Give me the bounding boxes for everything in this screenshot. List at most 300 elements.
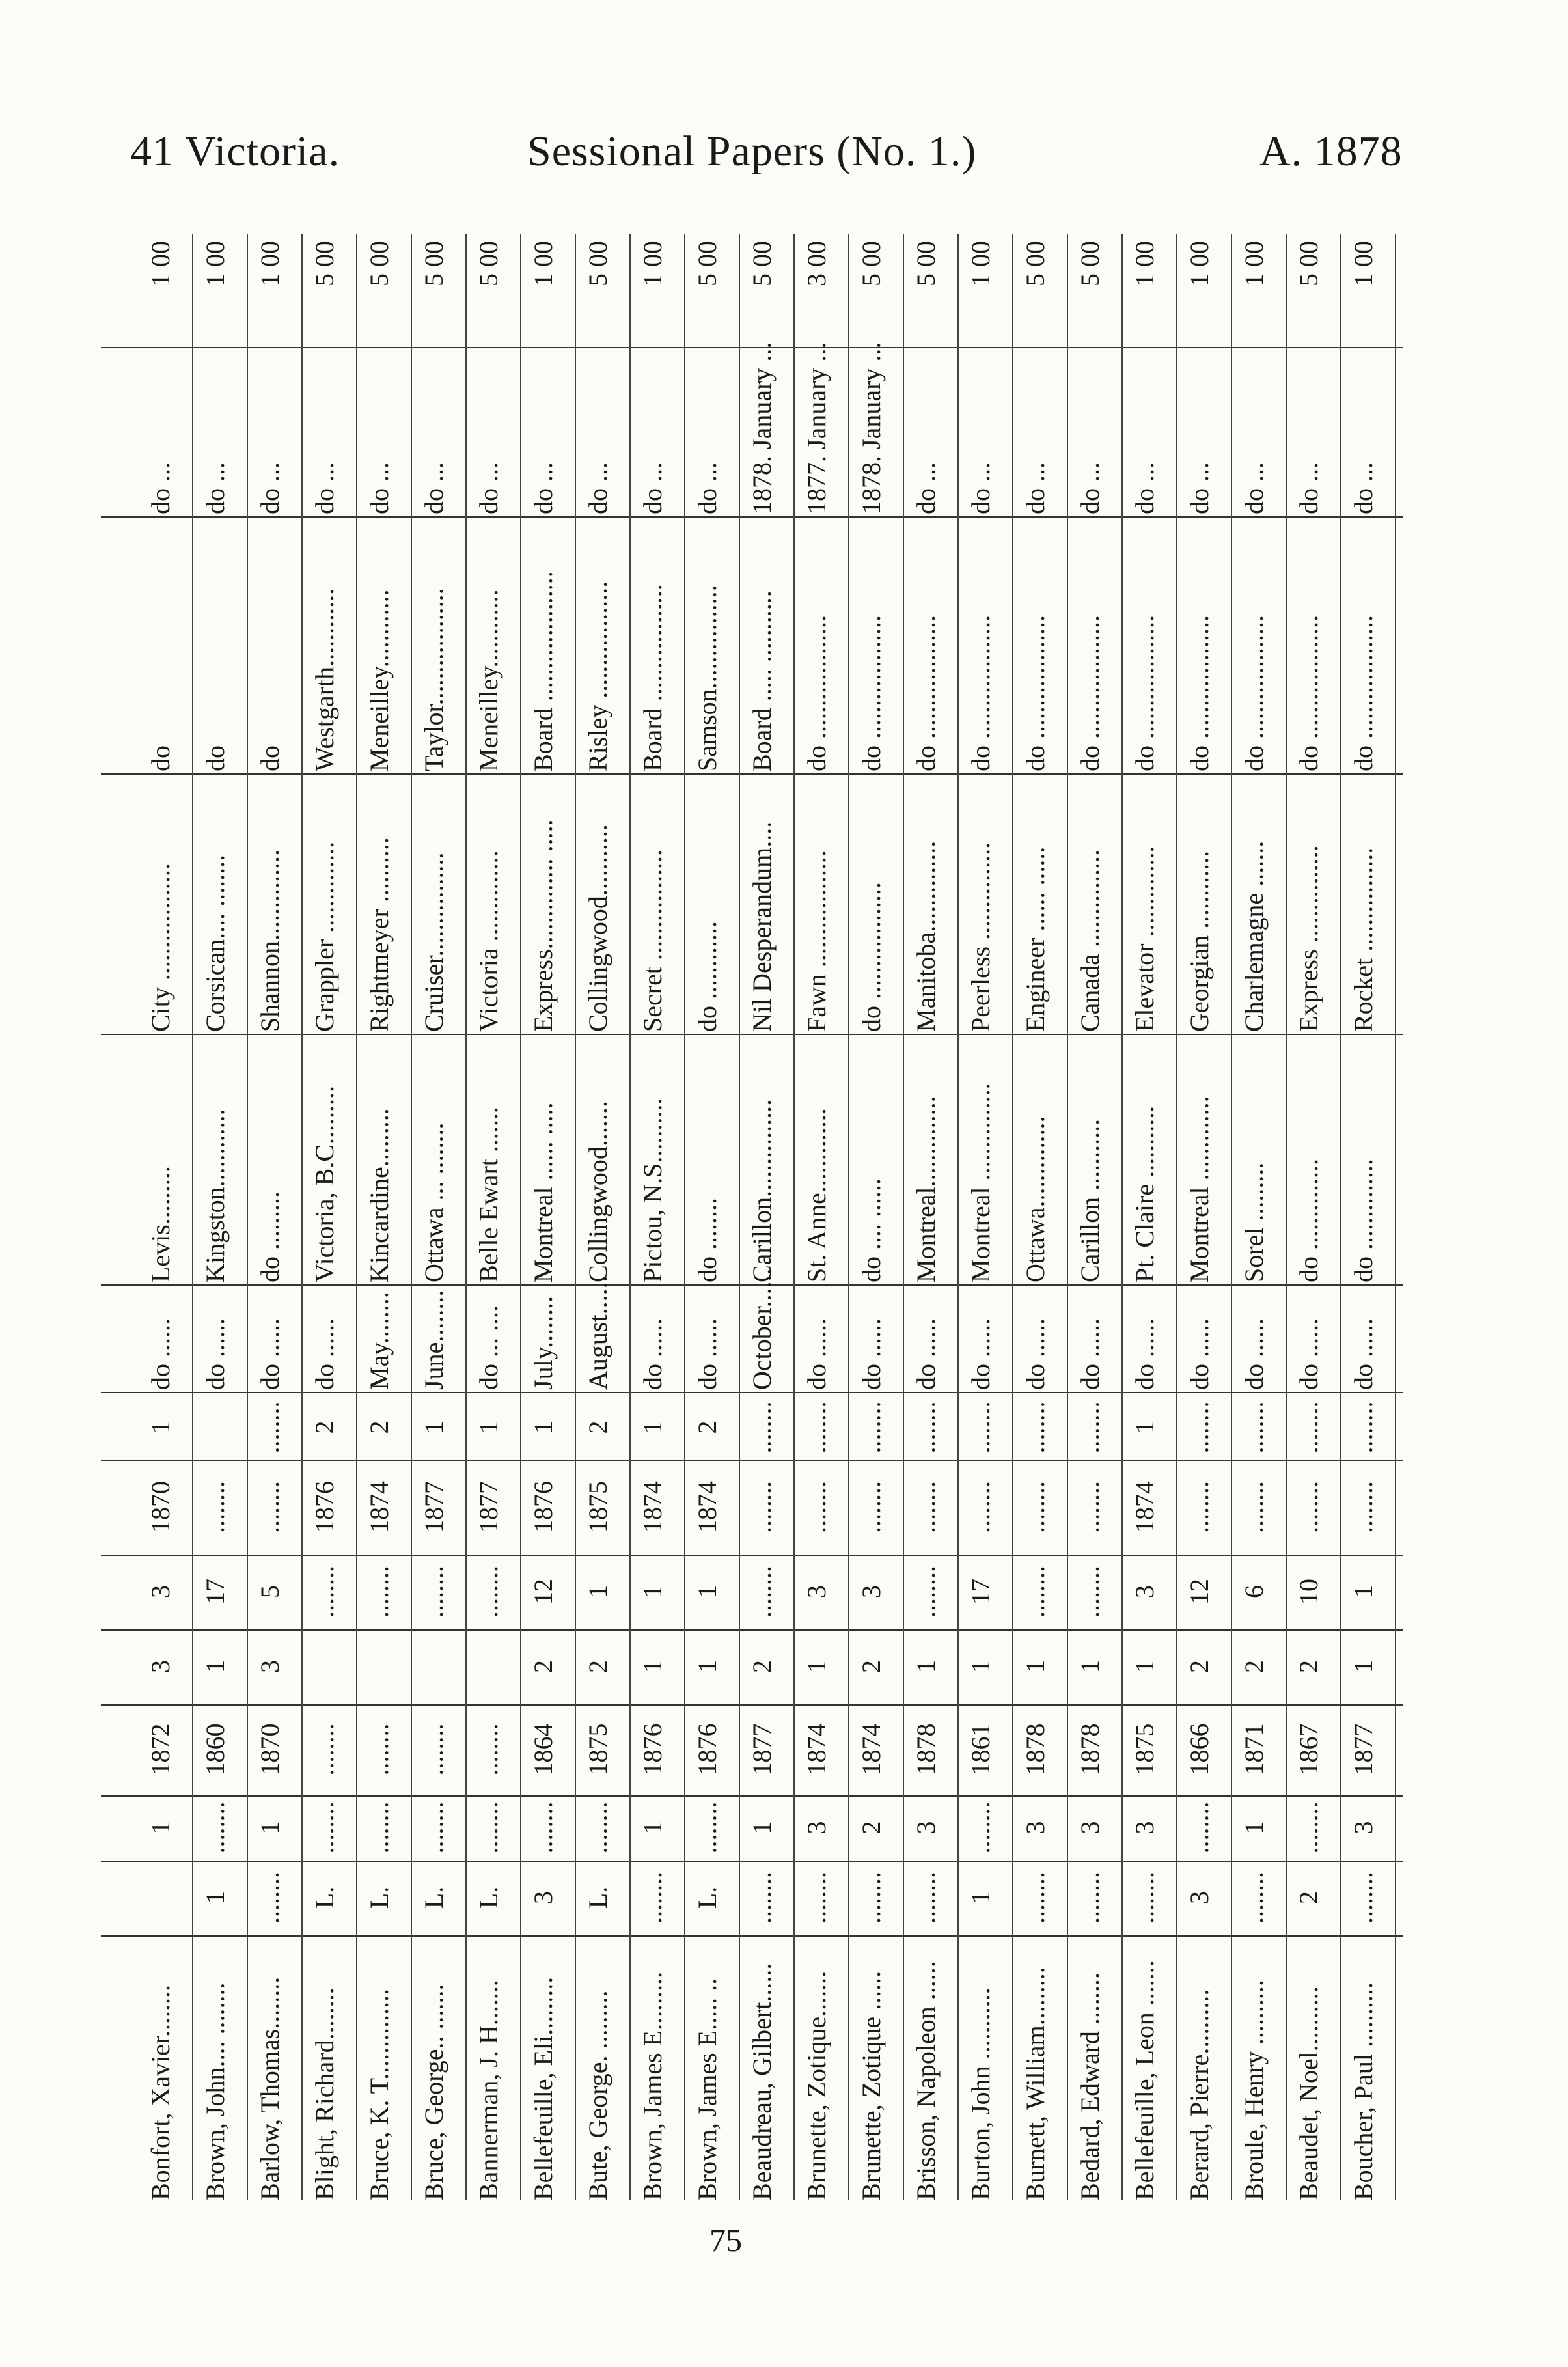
count-c-col: ........ (1075, 1401, 1105, 1454)
owner-col: do ................... (1185, 615, 1214, 771)
month-col: do ... .... (474, 1305, 503, 1390)
year-col: 1876 (693, 1723, 722, 1776)
count-c-col: 1 (529, 1420, 558, 1434)
owner-col: do ................... (1294, 615, 1323, 771)
holder-name: Bellefeuille, Leon ....... (1130, 1960, 1159, 2200)
month-col: August...... (583, 1275, 612, 1390)
count-c-col: ........ (802, 1401, 831, 1454)
owner-col: do ................... (1239, 615, 1269, 771)
table-row (960, 234, 1012, 2200)
count-b-col: ........ (419, 1566, 448, 1618)
owner-col: do (255, 745, 284, 771)
holder-name: Burton, John ........... (966, 1987, 995, 2200)
year-b-col: ........ (200, 1481, 230, 1533)
place-col: Ottawa ... ........ (419, 1122, 448, 1282)
vessel-col: Cruiser................ (419, 852, 448, 1032)
month-col: do ...... (966, 1318, 995, 1390)
grade-col: ........ (1294, 1801, 1323, 1854)
month-col: July........ (529, 1295, 558, 1390)
year-col: 1874 (857, 1723, 886, 1776)
count-a-col: 2 (583, 1660, 612, 1673)
month-col: do ...... (1075, 1318, 1105, 1390)
place-col: Ottawa.............. (1021, 1116, 1050, 1282)
date-col: 1878. January ... (747, 342, 777, 514)
count-b-col: 3 (802, 1585, 831, 1598)
place-col: Victoria, B.C......... (310, 1085, 339, 1282)
year-col: ........ (419, 1723, 448, 1776)
place-col: Belle Ewart ....... (474, 1107, 503, 1282)
place-col: Carillon............... (747, 1099, 777, 1282)
year-col: 1860 (200, 1723, 230, 1776)
table-row (413, 234, 465, 2200)
holder-name: Bannerman, J. H....... (474, 1980, 503, 2200)
month-col: do ...... (255, 1318, 284, 1390)
vessel-col: Georgian ............ (1185, 850, 1214, 1032)
date-col: do ... (1130, 462, 1159, 514)
count-c-col: ........ (1021, 1401, 1050, 1454)
class-col: 1 (200, 1891, 230, 1904)
class-col: ........ (1349, 1872, 1378, 1924)
year-b-col: 1874 (638, 1481, 667, 1533)
vessel-col: do ............ (693, 921, 722, 1032)
year-col: 1874 (802, 1723, 831, 1776)
amount-col: 5 00 (747, 241, 777, 286)
owner-col: do ................... (911, 615, 941, 771)
count-b-col: 1 (1349, 1585, 1378, 1598)
year-col: 1864 (529, 1723, 558, 1776)
count-a-col: 1 (911, 1660, 941, 1673)
class-col: ........ (911, 1872, 941, 1924)
vessel-col: do .................. (857, 882, 886, 1032)
vessel-col: Manitoba.............. (911, 840, 941, 1032)
class-col: ........ (1021, 1872, 1050, 1924)
count-a-col: 1 (1349, 1660, 1378, 1673)
place-col: Pt. Claire ........... (1130, 1105, 1159, 1282)
year-col: 1866 (1185, 1723, 1214, 1776)
place-col: do .... ...... (857, 1178, 886, 1282)
vessel-col: Collingwood........... (583, 824, 612, 1032)
year-col: 1871 (1239, 1723, 1269, 1776)
amount-col: 1 00 (1239, 241, 1269, 286)
holder-name: Beaudet, Noel.......... (1294, 1986, 1323, 2200)
count-b-col: 17 (966, 1579, 995, 1605)
class-col: ........ (255, 1872, 284, 1924)
amount-col: 1 00 (1185, 241, 1214, 286)
date-col: do ... (146, 462, 175, 514)
date-col: do ... (1185, 462, 1214, 514)
month-col: do ...... (857, 1318, 886, 1390)
year-col: 1875 (583, 1723, 612, 1776)
count-b-col: ........ (747, 1566, 777, 1618)
holder-name: Bruce, K. T.............. (364, 1988, 394, 2200)
holder-name: Brown, James E..... .. (693, 1978, 722, 2200)
vessel-col: City .................. (146, 863, 175, 1032)
year-b-col: ........ (1239, 1481, 1269, 1533)
vessel-col: Victoria .............. (474, 850, 503, 1032)
date-col: do ... (529, 462, 558, 514)
year-b-col: ........ (802, 1481, 831, 1533)
date-col: do ... (583, 462, 612, 514)
grade-col: 3 (1021, 1821, 1050, 1834)
amount-col: 3 00 (802, 241, 831, 286)
row-rule (684, 234, 685, 2200)
vessel-col: Charlemagne ....... (1239, 840, 1269, 1032)
count-b-col: 12 (529, 1579, 558, 1605)
date-col: 1877. January ... (802, 342, 831, 514)
vessel-col: Secret ................. (638, 850, 667, 1032)
month-col: do ...... (638, 1318, 667, 1390)
count-b-col: 12 (1185, 1579, 1214, 1605)
table-row (468, 234, 520, 2200)
vessel-col: Nil Desperandum.... (747, 821, 777, 1032)
grade-col: ........ (419, 1801, 448, 1854)
row-rule (575, 234, 576, 2200)
class-col: ........ (857, 1872, 886, 1924)
grade-col: 3 (802, 1821, 831, 1834)
date-col: do ... (1239, 462, 1269, 514)
grade-col: ........ (200, 1801, 230, 1854)
row-rule (1067, 234, 1068, 2200)
count-c-col: ........ (911, 1401, 941, 1454)
class-col: 1 (966, 1891, 995, 1904)
date-col: do ... (1021, 462, 1050, 514)
owner-col: Board .................. (638, 584, 667, 771)
year-col: 1877 (1349, 1723, 1378, 1776)
table-row (796, 234, 848, 2200)
year-b-col: 1877 (474, 1481, 503, 1533)
amount-col: 5 00 (310, 241, 339, 286)
table-row (1124, 234, 1176, 2200)
count-c-col: 1 (1130, 1420, 1159, 1434)
date-col: do ... (693, 462, 722, 514)
class-col: ........ (1239, 1872, 1269, 1924)
date-col: do ... (364, 462, 394, 514)
row-rule (1340, 234, 1341, 2200)
date-col: do ... (255, 462, 284, 514)
year-col: 1875 (1130, 1723, 1159, 1776)
count-b-col: 1 (638, 1585, 667, 1598)
month-col: do ...... (1185, 1318, 1214, 1390)
count-c-col: 1 (474, 1420, 503, 1434)
year-col: 1867 (1294, 1723, 1323, 1776)
place-col: St. Anne............. (802, 1108, 831, 1282)
grade-col: 3 (1349, 1821, 1378, 1834)
count-b-col: ........ (364, 1566, 394, 1618)
year-col: ........ (474, 1723, 503, 1776)
class-col: ........ (1075, 1872, 1105, 1924)
vessel-col: Corsican.... ........ (200, 854, 230, 1032)
amount-col: 1 00 (1130, 241, 1159, 286)
owner-col: do ................... (857, 615, 886, 771)
holder-name: Bedard, Edward ........ (1075, 1972, 1105, 2200)
vessel-col: Rightmeyer .......... (364, 837, 394, 1032)
year-col: ........ (364, 1723, 394, 1776)
count-b-col: 1 (693, 1585, 722, 1598)
count-a-col: 2 (857, 1660, 886, 1673)
year-b-col: ........ (1021, 1481, 1050, 1533)
grade-col: ........ (364, 1801, 394, 1854)
amount-col: 5 00 (583, 241, 612, 286)
year-b-col: ........ (747, 1481, 777, 1533)
year-col: 1878 (1075, 1723, 1105, 1776)
count-c-col: 2 (583, 1420, 612, 1434)
row-rule (1395, 234, 1396, 2200)
owner-col: do ................... (1130, 615, 1159, 771)
certificate-table (101, 234, 1403, 2200)
holder-name: Broule, Henry .......... (1239, 1980, 1269, 2200)
place-col: do ........ (693, 1198, 722, 1282)
count-b-col: 10 (1294, 1579, 1323, 1605)
holder-name: Barlow, Thomas........ (255, 1976, 284, 2200)
holder-name: Burnett, William......... (1021, 1967, 1050, 2200)
count-a-col: 1 (1075, 1660, 1105, 1673)
count-c-col: ........ (966, 1401, 995, 1454)
class-col: ........ (1130, 1872, 1159, 1924)
amount-col: 5 00 (911, 241, 941, 286)
count-c-col: ........ (857, 1401, 886, 1454)
place-col: Carillon ........... (1075, 1118, 1105, 1282)
count-a-col: 2 (1239, 1660, 1269, 1673)
date-col: do ... (474, 462, 503, 514)
table-row (632, 234, 684, 2200)
month-col: do ...... (1239, 1318, 1269, 1390)
count-c-col: 2 (364, 1420, 394, 1434)
row-rule (957, 234, 959, 2200)
count-c-col: ........ (747, 1401, 777, 1454)
year-col: 1878 (911, 1723, 941, 1776)
vessel-col: Grappler .............. (310, 841, 339, 1032)
table-row (1343, 234, 1395, 2200)
class-col: L. (310, 1886, 339, 1909)
header-year: A. 1878 (1259, 128, 1403, 175)
count-a-col: 3 (146, 1660, 175, 1673)
class-col: L. (693, 1886, 722, 1909)
row-rule (411, 234, 412, 2200)
count-c-col: 2 (693, 1420, 722, 1434)
owner-col: Taylor.................. (419, 588, 448, 771)
class-col: L. (419, 1886, 448, 1909)
year-b-col: ........ (255, 1481, 284, 1533)
place-col: Montreal ............. (1185, 1096, 1214, 1282)
row-rule (903, 234, 904, 2200)
year-col: 1878 (1021, 1723, 1050, 1776)
count-b-col: 6 (1239, 1585, 1269, 1598)
month-col: do ...... (146, 1318, 175, 1390)
date-col: do ... (911, 462, 941, 514)
class-col: 3 (1185, 1891, 1214, 1904)
holder-name: Beaudreau, Gilbert...... (747, 1963, 777, 2200)
row-rule (520, 234, 521, 2200)
table-row (577, 234, 629, 2200)
count-c-col: ........ (1294, 1401, 1323, 1454)
vessel-col: Engineer ...... ...... (1021, 846, 1050, 1032)
row-rule (739, 234, 740, 2200)
date-col: do ... (966, 462, 995, 514)
year-b-col: 1870 (146, 1481, 175, 1533)
grade-col: 2 (857, 1821, 886, 1834)
grade-col: 3 (1075, 1821, 1105, 1834)
grade-col: 1 (1239, 1821, 1269, 1834)
class-col: ........ (638, 1872, 667, 1924)
year-col: 1876 (638, 1723, 667, 1776)
date-col: do ... (419, 462, 448, 514)
month-col: do ...... (200, 1318, 230, 1390)
count-a-col: 2 (529, 1660, 558, 1673)
amount-col: 1 00 (1349, 241, 1378, 286)
row-rule (465, 234, 467, 2200)
table-row (1069, 234, 1121, 2200)
year-col: 1872 (146, 1723, 175, 1776)
year-b-col: 1875 (583, 1481, 612, 1533)
amount-col: 5 00 (419, 241, 448, 286)
place-col: Sorel ......... (1239, 1162, 1269, 1282)
amount-col: 1 00 (146, 241, 175, 286)
table-row (1233, 234, 1286, 2200)
grade-col: ........ (966, 1801, 995, 1854)
count-b-col: ........ (474, 1566, 503, 1618)
amount-col: 5 00 (693, 241, 722, 286)
count-a-col: 1 (1130, 1660, 1159, 1673)
table-row (1288, 234, 1340, 2200)
owner-col: Meneilley............ (474, 589, 503, 771)
count-b-col: ........ (1075, 1566, 1105, 1618)
place-col: Kingston............ (200, 1109, 230, 1282)
month-col: do ...... (1021, 1318, 1050, 1390)
holder-name: Boucher, Paul .......... (1349, 1982, 1378, 2200)
count-c-col: 1 (419, 1420, 448, 1434)
holder-name: Brisson, Napoleon ...... (911, 1961, 941, 2200)
date-col: do ... (1349, 462, 1378, 514)
year-b-col: 1876 (310, 1481, 339, 1533)
vessel-col: Express ............... (1294, 845, 1323, 1032)
count-a-col: 1 (693, 1660, 722, 1673)
holder-name: Brown, James E......... (638, 1971, 667, 2200)
place-col: Montreal.............. (911, 1096, 941, 1282)
place-col: Kincardine......... (364, 1108, 394, 1282)
month-col: do ...... (310, 1318, 339, 1390)
count-c-col: 1 (638, 1420, 667, 1434)
class-col: L. (583, 1886, 612, 1909)
vessel-col: Peerless ............... (966, 842, 995, 1032)
owner-col: do ................... (966, 615, 995, 771)
class-col: 2 (1294, 1891, 1323, 1904)
count-c-col: ........ (1349, 1401, 1378, 1454)
amount-col: 5 00 (474, 241, 503, 286)
count-b-col: 5 (255, 1585, 284, 1598)
place-col: do ......... (255, 1191, 284, 1282)
owner-col: do ................... (802, 615, 831, 771)
grade-col: 3 (1130, 1821, 1159, 1834)
place-col: do .............. (1349, 1159, 1378, 1282)
row-rule (301, 234, 303, 2200)
grade-col: ........ (583, 1801, 612, 1854)
amount-col: 5 00 (1021, 241, 1050, 286)
count-b-col: 3 (1130, 1585, 1159, 1598)
month-col: do ...... (802, 1318, 831, 1390)
year-b-col: 1876 (529, 1481, 558, 1533)
row-rule (1231, 234, 1232, 2200)
amount-col: 1 00 (638, 241, 667, 286)
count-b-col: ........ (310, 1566, 339, 1618)
row-rule (1176, 234, 1177, 2200)
header-title: Sessional Papers (No. 1.) (527, 128, 977, 175)
row-rule (629, 234, 631, 2200)
date-col: do ... (1075, 462, 1105, 514)
count-a-col: 1 (200, 1660, 230, 1673)
owner-col: do ................... (1021, 615, 1050, 771)
vessel-col: Elevator .............. (1130, 846, 1159, 1032)
year-b-col: ........ (1075, 1481, 1105, 1533)
vessel-col: Rocket ................ (1349, 847, 1378, 1032)
holder-name: Bruce, George.. ....... (419, 1984, 448, 2200)
year-col: 1870 (255, 1723, 284, 1776)
count-c-col: 1 (146, 1420, 175, 1434)
table-row (359, 234, 411, 2200)
class-col: L. (364, 1886, 394, 1909)
amount-col: 5 00 (364, 241, 394, 286)
owner-col: Board .................... (529, 571, 558, 771)
holder-name: Bonfort, Xavier........ (146, 1984, 175, 2200)
year-b-col: 1877 (419, 1481, 448, 1533)
count-a-col: 1 (966, 1660, 995, 1673)
row-rule (1121, 234, 1123, 2200)
holder-name: Bute, George. ......... (583, 1990, 612, 2200)
table-row (523, 234, 575, 2200)
year-b-col: ........ (1185, 1481, 1214, 1533)
row-rule (793, 234, 795, 2200)
year-col: ........ (310, 1723, 339, 1776)
grade-col: ........ (1185, 1801, 1214, 1854)
amount-col: 5 00 (1075, 241, 1105, 286)
date-col: do ... (638, 462, 667, 514)
month-col: October...... (747, 1268, 777, 1390)
amount-col: 5 00 (857, 241, 886, 286)
place-col: Levis......... (146, 1166, 175, 1282)
owner-col: Board ..... ........... (747, 590, 777, 771)
count-a-col: 2 (1294, 1660, 1323, 1673)
month-col: do ...... (1349, 1318, 1378, 1390)
amount-col: 1 00 (966, 241, 995, 286)
vessel-col: Express.............. ..... (529, 819, 558, 1032)
vessel-col: Shannon.............. (255, 850, 284, 1032)
table-row (851, 234, 903, 2200)
amount-col: 1 00 (255, 241, 284, 286)
owner-col: do (146, 745, 175, 771)
count-a-col: 2 (1185, 1660, 1214, 1673)
place-col: do .............. (1294, 1159, 1323, 1282)
month-col: June........ (419, 1290, 448, 1390)
year-col: 1877 (747, 1723, 777, 1776)
grade-col: ........ (693, 1801, 722, 1854)
class-col: 3 (529, 1891, 558, 1904)
count-a-col: 1 (638, 1660, 667, 1673)
table-row (140, 234, 192, 2200)
owner-col: do (200, 745, 230, 771)
month-col: do ...... (1130, 1318, 1159, 1390)
class-col: L. (474, 1886, 503, 1909)
count-a-col: 1 (1021, 1660, 1050, 1673)
owner-col: Risley .................. (583, 581, 612, 771)
owner-col: Westgarth............ (310, 588, 339, 771)
row-rule (1286, 234, 1287, 2200)
count-b-col: 17 (200, 1579, 230, 1605)
amount-col: 5 00 (1294, 241, 1323, 286)
table-row (1015, 234, 1067, 2200)
class-col: ........ (747, 1872, 777, 1924)
table-row (195, 234, 247, 2200)
row-rule (1012, 234, 1013, 2200)
year-b-col: 1874 (1130, 1481, 1159, 1533)
